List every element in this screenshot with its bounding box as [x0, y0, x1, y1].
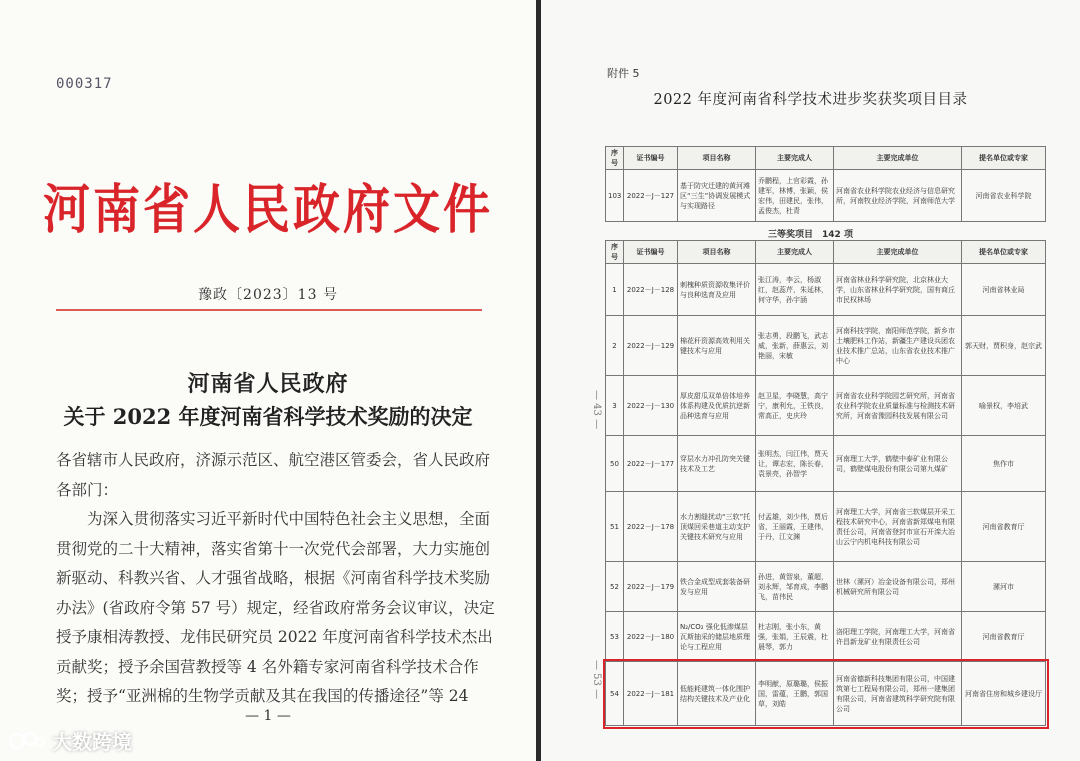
cell-people: 张明杰，闫江伟，贾天让，谭志宏，陈长春，袁景亮，孙智学	[756, 436, 834, 492]
cell-project: 刺槐种质资源收集评价与良种选育及应用	[678, 264, 756, 316]
cell-nominator: 河南省教育厅	[962, 612, 1046, 662]
body-line: 各部门：	[56, 480, 119, 499]
column-header: 序号	[606, 241, 624, 264]
red-header-title: 河南省人民政府文件	[43, 179, 493, 241]
document-serial: 000317	[56, 76, 113, 92]
table-row	[606, 562, 1046, 612]
body-line: 各省辖市人民政府，济源示范区、航空港区管委会，省人民政府	[56, 451, 491, 469]
column-header: 证书编号	[624, 147, 678, 170]
body-line: 办法》(省政府令第 57 号）规定，经省政府常务会议审议，决定	[56, 598, 495, 617]
column-header: 主要完成人	[756, 241, 834, 264]
cell-cert: 2022－J－129	[624, 316, 678, 376]
cell-project: 棉花秆资源高效利用关键技术与应用	[678, 316, 756, 376]
column-header: 主要完成人	[756, 147, 834, 170]
cell-no: 2	[606, 316, 624, 376]
cell-people: 张志勇，段鹏飞，武志威，张新，薛惠云，刘艳丽，宋敏	[756, 316, 834, 376]
issuer-title: 河南省人民政府	[187, 371, 349, 397]
column-header: 项目名称	[678, 147, 756, 170]
cell-units: 河南省农业科学院农业经济与信息研究所，河南牧业经济学院，河南师范大学	[834, 170, 962, 222]
body-line: 授予康相涛教授、龙伟民研究员 2022 年度河南省科学技术杰出	[56, 628, 493, 646]
document-number: 豫政〔2023〕13 号	[198, 287, 338, 303]
cell-project: 水力割缝扰动“三软”托顶煤回采巷道主动支护关键技术研究与应用	[678, 492, 756, 562]
watermark	[8, 726, 132, 755]
cell-nominator: 漯河市	[962, 562, 1046, 612]
column-header: 提名单位或专家	[962, 147, 1046, 170]
red-divider	[56, 309, 482, 311]
table-header-row	[606, 147, 1046, 170]
watermark-text: 大数跨境	[52, 730, 132, 754]
cell-no: 52	[606, 562, 624, 612]
third-prize-table	[605, 240, 1046, 726]
cell-project: 穿层水力冲孔防突关键技术及工艺	[678, 436, 756, 492]
cell-nominator: 河南省教育厅	[962, 492, 1046, 562]
cell-units: 河南省德新科技集团有限公司，中国建筑第七工程局有限公司，郑州一建集团有限公司，河南省建筑科学研究院有限公司	[834, 662, 962, 726]
cell-no: 1	[606, 264, 624, 316]
cell-cert: 2022－J－177	[624, 436, 678, 492]
cell-nominator: 焦作市	[962, 436, 1046, 492]
cell-units: 河南理工大学，鹤壁中泰矿业有限公司，鹤壁煤电股份有限公司第九煤矿	[834, 436, 962, 492]
left-document-page	[0, 0, 536, 761]
body-line: 新驱动、科教兴省、人才强省战略，根据《河南省科学技术奖励	[56, 569, 491, 587]
cell-nominator: 河南省农业科学院	[962, 170, 1046, 222]
top-award-table	[605, 146, 1046, 222]
cell-project: N₂/CO₂ 强化低渗煤层瓦斯抽采的储层地质理论与工程应用	[678, 612, 756, 662]
cell-cert: 2022－J－178	[624, 492, 678, 562]
body-line: 为深入贯彻落实习近平新时代中国特色社会主义思想，全面	[56, 510, 491, 528]
highlight-box	[603, 659, 1049, 729]
cell-people: 乔鹏程，上官彩霞，孙建军，林博，张颖，侯宏伟，田建民，张伟，孟俊杰，杜青	[756, 170, 834, 222]
cell-units: 河南省农业科学院园艺研究所，河南省农业科学院农业质量标准与检测技术研究所，河南省豫园科技发展有限公司	[834, 376, 962, 436]
table-header-row	[606, 241, 1046, 264]
cell-people: 付孟雄，刘少伟，贾后省，王丽霞，王建伟，于丹，江文渊	[756, 492, 834, 562]
cell-cert: 2022－J－130	[624, 376, 678, 436]
cell-people: 孙进，黄智泉，董超，刘永辉，邹育成，李鹏飞，苗伟民	[756, 562, 834, 612]
column-header: 项目名称	[678, 241, 756, 264]
cell-no: 54	[606, 662, 624, 726]
decision-title: 关于 2022 年度河南省科学技术奖励的决定	[63, 404, 473, 429]
cell-cert: 2022－J－181	[624, 662, 678, 726]
annex-title: 2022 年度河南省科学技术进步奖获奖项目目录	[653, 92, 968, 108]
side-page-number: — 53 —	[591, 660, 602, 700]
side-page-number: — 43 —	[591, 390, 602, 430]
table-row	[606, 170, 1046, 222]
cell-units: 河南省林业科学研究院，北京林业大学，山东省林业科学研究院，国有商丘市民权林场	[834, 264, 962, 316]
cell-project: 铁合金成型成套装备研发与应用	[678, 562, 756, 612]
column-header: 提名单位或专家	[962, 241, 1046, 264]
cell-cert: 2022－J－127	[624, 170, 678, 222]
cell-cert: 2022－J－179	[624, 562, 678, 612]
body-line: 奖；授予“亚洲棉的生物学贡献及其在我国的传播途径”等 24	[56, 687, 469, 705]
body-text	[56, 446, 495, 712]
cell-project: 低能耗建筑一体化围护结构关键技术及产业化	[678, 662, 756, 726]
cell-people: 张江涛，李云，杨淑红，赵蕊芹，朱延林，何守华，孙宇涵	[756, 264, 834, 316]
cell-no: 53	[606, 612, 624, 662]
cell-nominator: 喻景权，李培武	[962, 376, 1046, 436]
table-row	[606, 492, 1046, 562]
cell-people: 赵卫星，李晓慧，高宁宁，康利允，王铁良，常高正，史庆玲	[756, 376, 834, 436]
cell-no: 51	[606, 492, 624, 562]
cell-units: 河南理工大学，河南省三软煤层开采工程技术研究中心，河南省新郑煤电有限责任公司，河南省登封市宣石开滦大冶山云宁内机电科技有限公司	[834, 492, 962, 562]
cell-project: 基于防灾迁建的黄河滩区“三生”协调发展模式与实现路径	[678, 170, 756, 222]
cell-units: 河南科技学院，南阳师范学院，新乡市土壤肥料工作站，新疆生产建设兵团农业技术推广总站，山东省农业技术推广中心	[834, 316, 962, 376]
cell-units: 洛阳理工学院，河南理工大学，河南省许昌新龙矿业有限责任公司	[834, 612, 962, 662]
column-header: 证书编号	[624, 241, 678, 264]
column-header: 主要完成单位	[834, 147, 962, 170]
cell-no: 3	[606, 376, 624, 436]
table-row	[606, 612, 1046, 662]
watermark-logo-icon	[8, 728, 46, 754]
table-row	[606, 316, 1046, 376]
column-header: 序号	[606, 147, 624, 170]
cell-people: 李明献，原璐璐，侯振国，雷蕴，王鹏，郭国草，刘皓	[756, 662, 834, 726]
cell-cert: 2022－J－128	[624, 264, 678, 316]
page-number: — 1 —	[245, 708, 291, 724]
cell-project: 厚皮甜瓜双单倍体培养体系构建及优质抗逆新品种选育与应用	[678, 376, 756, 436]
cell-people: 杜志刚，张小东，黄强，张娟，王辰震，杜晨琴，郭力	[756, 612, 834, 662]
cell-cert: 2022－J－180	[624, 612, 678, 662]
cell-nominator: 河南省住房和城乡建设厅	[962, 662, 1046, 726]
annex-label: 附件 5	[607, 67, 640, 80]
cell-nominator: 河南省林业局	[962, 264, 1046, 316]
table-row	[606, 376, 1046, 436]
cell-no: 103	[606, 170, 624, 222]
body-line: 贡献奖；授予余国营教授等 4 名外籍专家河南省科学技术合作	[56, 657, 479, 676]
cell-nominator: 郭天财，贾积身，赵宗武	[962, 316, 1046, 376]
table-row	[606, 436, 1046, 492]
cell-no: 50	[606, 436, 624, 492]
column-header: 主要完成单位	[834, 241, 962, 264]
right-document-page	[541, 0, 1080, 761]
table-row	[606, 264, 1046, 316]
cell-units: 世林（漯河）冶金设备有限公司，郑州机械研究所有限公司	[834, 562, 962, 612]
third-prize-heading: 三等奖项目 142 项	[768, 230, 853, 240]
body-line: 贯彻党的二十大精神，落实省第十一次党代会部署，大力实施创	[56, 539, 491, 558]
